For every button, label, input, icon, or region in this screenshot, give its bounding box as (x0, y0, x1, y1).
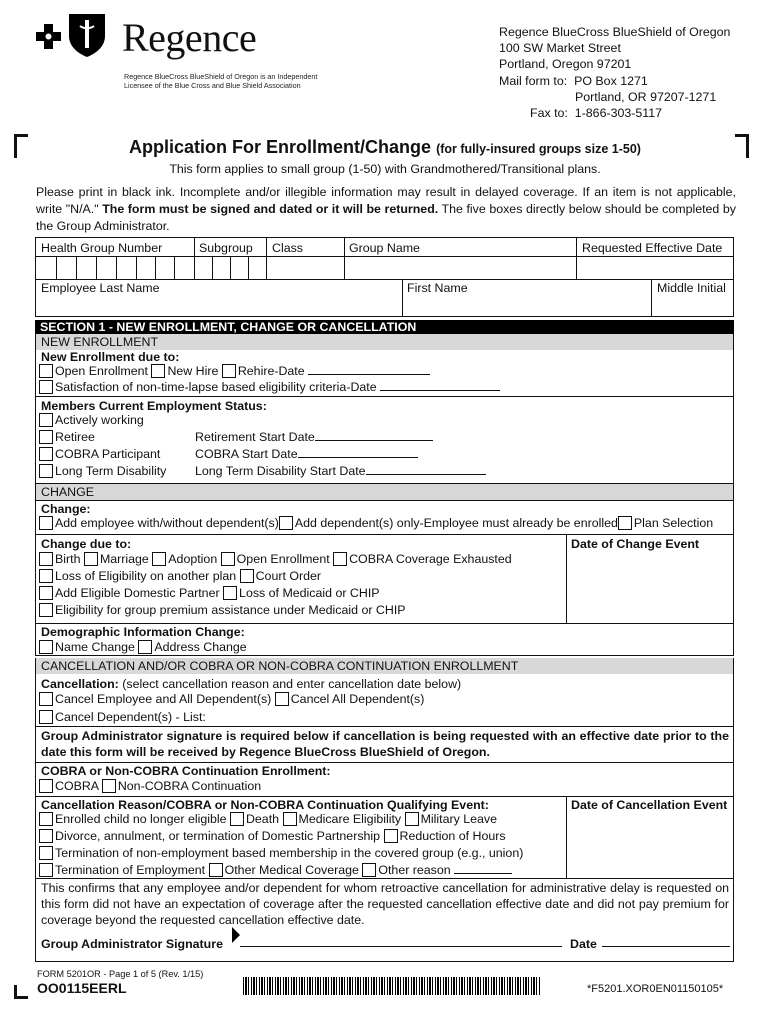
add-dependent-checkbox[interactable] (279, 516, 293, 530)
address-block (499, 24, 730, 121)
address-change-checkbox[interactable] (138, 640, 152, 654)
plan-selection-checkbox[interactable] (618, 516, 632, 530)
cobra-participant-checkbox[interactable] (39, 447, 53, 461)
cancellation-row-2 (39, 710, 206, 724)
date-line[interactable] (602, 946, 730, 947)
change-due-row-2 (39, 569, 321, 583)
reduction-hours-checkbox[interactable] (384, 829, 398, 843)
adoption-checkbox[interactable] (152, 552, 166, 566)
actively-working-checkbox[interactable] (39, 413, 53, 427)
form-number: FORM 5201OR - Page 1 of 5 (Rev. 1/15) (37, 969, 204, 979)
address-street: 100 SW Market Street (499, 41, 621, 56)
date-of-cancellation-label: Date of Cancellation Event (571, 798, 728, 812)
other-reason-checkbox[interactable] (362, 863, 376, 877)
cancellation-band: CANCELLATION AND/OR COBRA OR NON-COBRA CONTINUATION ENROLLMENT (35, 658, 734, 674)
demographic-label: Demographic Information Change: (41, 625, 245, 639)
checkbox-label: Other reason (378, 863, 451, 877)
open-enrollment-checkbox[interactable] (39, 364, 53, 378)
cancellation-note: (select cancellation reason and enter cancellation date below) (118, 677, 462, 691)
group-info-header (35, 237, 734, 257)
death-checkbox[interactable] (230, 812, 244, 826)
add-partner-checkbox[interactable] (39, 586, 53, 600)
checkbox-label: Death (245, 812, 280, 826)
loss-eligibility-checkbox[interactable] (39, 569, 53, 583)
first-name-label: First Name (407, 281, 468, 295)
cancel-all-checkbox[interactable] (39, 692, 53, 706)
subgroup-input[interactable] (194, 256, 266, 279)
rehire-date-line[interactable] (308, 374, 430, 375)
termination-emp-checkbox[interactable] (39, 863, 53, 877)
cancellation-label: Cancellation: (41, 677, 119, 691)
demographic-row (39, 640, 247, 654)
mail-to-row (499, 73, 730, 89)
corner-mark (14, 985, 28, 999)
ltd-start-line[interactable] (366, 474, 486, 475)
group-info-fields (35, 256, 734, 280)
other-reason-line[interactable] (454, 873, 512, 874)
checkbox-label: Termination of Employment (55, 863, 206, 877)
status-row-ltd (39, 464, 166, 478)
checkbox-label: Retiree (55, 430, 95, 444)
date-of-change-input[interactable] (567, 551, 733, 621)
status-row-actively-working (39, 413, 144, 427)
fax-number: 1-866-303-5117 (574, 106, 663, 121)
checkbox-label: Reduction of Hours (399, 829, 506, 843)
military-checkbox[interactable] (405, 812, 419, 826)
date-label: Date (570, 937, 597, 951)
form-code: OO0115EERL (37, 980, 127, 996)
employee-last-name-label: Employee Last Name (41, 281, 160, 295)
employee-last-name-input[interactable] (36, 295, 402, 315)
employment-status-label: Members Current Employment Status: (41, 399, 267, 413)
checkbox-label: Loss of Eligibility on another plan (55, 569, 237, 583)
section-1-heading: SECTION 1 - NEW ENROLLMENT, CHANGE OR CANCELLATION (35, 320, 734, 334)
cobra-exhausted-checkbox[interactable] (333, 552, 347, 566)
checkbox-label: Open Enrollment (55, 364, 148, 378)
requested-effective-date-input[interactable] (576, 256, 734, 279)
checkbox-label: Medicare Eligibility (298, 812, 402, 826)
change-due-row-3 (39, 586, 380, 600)
health-group-number-input[interactable] (36, 256, 194, 279)
date-of-cancellation-input[interactable] (567, 814, 733, 876)
satisfaction-checkbox[interactable] (39, 380, 53, 394)
checkbox-label: Court Order (255, 569, 322, 583)
fax-label: Fax to: (530, 106, 568, 121)
court-order-checkbox[interactable] (240, 569, 254, 583)
other-medical-checkbox[interactable] (209, 863, 223, 877)
new-enrollment-row-2 (39, 380, 500, 394)
change-row-1 (39, 516, 713, 530)
retiree-checkbox[interactable] (39, 430, 53, 444)
checkbox-label: Rehire-Date (237, 364, 305, 378)
mail-line: PO Box 1271 (574, 73, 648, 88)
address-city: Portland, Oregon 97201 (499, 57, 632, 72)
change-due-row-1 (39, 552, 512, 566)
loss-medicaid-checkbox[interactable] (223, 586, 237, 600)
checkbox-label: Open Enrollment (236, 552, 330, 566)
barcode-text: *F5201.XOR0EN01150105* (587, 983, 724, 995)
checkbox-label: Actively working (55, 413, 144, 427)
new-enrollment-row-1 (39, 364, 430, 378)
retroactive-confirmation: This confirms that any employee and/or dependent for whom retroactive cancellation for administrative delay is requested on this form did not have an expectation of coverage after the requested cancellation effective date and did not pay premium for coverage beyond the requested cancellation effective date. (41, 881, 729, 927)
signature-label: Group Administrator Signature (41, 937, 223, 951)
change-box (35, 500, 734, 656)
cobra-start-row (195, 447, 418, 461)
checkbox-label: Other Medical Coverage (224, 863, 359, 877)
cancel-dependents-checkbox[interactable] (275, 692, 289, 706)
address-org: Regence BlueCross BlueShield of Oregon (499, 25, 731, 39)
brand-name: Regence (122, 15, 257, 60)
checkbox-label: New Hire (167, 364, 219, 378)
birth-checkbox[interactable] (39, 552, 53, 566)
licensee-line: Licensee of the Blue Cross and Blue Shield Association (124, 81, 301, 90)
checkbox-label: Cancel Employee and All Dependent(s) (55, 692, 272, 706)
barcode (243, 977, 540, 995)
licensee-statement (124, 72, 317, 90)
medicare-checkbox[interactable] (283, 812, 297, 826)
checkbox-label: Loss of Medicaid or CHIP (239, 586, 380, 600)
subgroup-label: Subgroup (199, 241, 253, 255)
sign-here-arrow-icon (232, 927, 240, 943)
checkbox-label: Add Eligible Domestic Partner (55, 586, 220, 600)
status-row-retiree (39, 430, 95, 444)
fax-row (499, 105, 730, 121)
new-enrollment-box (35, 350, 734, 484)
title-main: Application For Enrollment/Change (129, 137, 432, 157)
divorce-checkbox[interactable] (39, 829, 53, 843)
field-label: Long Term Disability Start Date (195, 464, 366, 478)
retirement-start-row (195, 430, 433, 444)
group-name-input[interactable] (344, 256, 576, 279)
cobra-checkbox[interactable] (39, 779, 53, 793)
change-due-label: Change due to: (41, 537, 132, 551)
termination-non-emp-checkbox[interactable] (39, 846, 53, 860)
new-enrollment-due-label: New Enrollment due to: (41, 350, 180, 364)
signature-line[interactable] (240, 946, 562, 947)
admin-signature-notice: Group Administrator signature is required below if cancellation is being requested with an effective date prior to the date this form will be received by Regence BlueCross BlueShield of Oregon. (41, 729, 729, 759)
checkbox-label: Name Change (55, 640, 135, 654)
form-subtitle: This form applies to small group (1-50) with Grandmothered/Transitional plans. (169, 162, 601, 176)
group-name-label: Group Name (349, 241, 420, 255)
middle-initial-label: Middle Initial (657, 281, 726, 295)
enrolled-child-checkbox[interactable] (39, 812, 53, 826)
checkbox-label: Address Change (154, 640, 247, 654)
checkbox-label: Adoption (168, 552, 218, 566)
checkbox-label: Divorce, annulment, or termination of Domestic Partnership (55, 829, 381, 843)
cancellation-reason-label: Cancellation Reason/COBRA or Non-COBRA Continuation Qualifying Event: (41, 798, 489, 812)
cancellation-box (35, 674, 734, 962)
checkbox-label: Non-COBRA Continuation (117, 779, 262, 793)
cobra-start-line[interactable] (298, 457, 418, 458)
checkbox-label: Marriage (99, 552, 149, 566)
change-label: Change: (41, 502, 91, 516)
field-label: Retirement Start Date (195, 430, 315, 444)
instructions-bold: The form must be signed and dated or it will be returned. (102, 202, 439, 216)
marriage-checkbox[interactable] (84, 552, 98, 566)
cobra-row (39, 779, 261, 793)
ltd-start-row (195, 464, 486, 478)
new-enrollment-band: NEW ENROLLMENT (35, 334, 734, 350)
field-label: COBRA Start Date (195, 447, 298, 461)
checkbox-label: Termination of non-employment based membership in the covered group (e.g., union) (55, 846, 524, 860)
cancel-dependent-list-checkbox[interactable] (39, 710, 53, 724)
instructions (36, 184, 736, 235)
mail-line-2: Portland, OR 97207-1271 (575, 89, 717, 104)
blue-cross-logo (36, 24, 61, 49)
employee-name-fields (35, 279, 734, 317)
checkbox-label: Plan Selection (633, 516, 714, 530)
checkbox-label: Military Leave (420, 812, 497, 826)
name-change-checkbox[interactable] (39, 640, 53, 654)
reason-row-1 (39, 812, 497, 826)
checkbox-label: Cancel Dependent(s) - List: (55, 710, 206, 724)
checkbox-label: Add employee with/without dependent(s) (55, 516, 279, 530)
cancellation-row-1 (39, 692, 424, 706)
change-due-row-4 (39, 603, 406, 617)
checkbox-label: Birth (55, 552, 81, 566)
checkbox-label: Cancel All Dependent(s) (290, 692, 425, 706)
instructions-text: Please print in black ink. Incomplete and/or illegible information may result in delayed coverage. If an item is not applicable, write "N/A." (36, 185, 736, 216)
licensee-line: Regence BlueCross BlueShield of Oregon is an Independent (124, 72, 318, 81)
class-input[interactable] (266, 256, 344, 279)
date-of-change-label: Date of Change Event (571, 537, 700, 551)
checkbox-label: COBRA Participant (55, 447, 161, 461)
change-band: CHANGE (35, 484, 734, 500)
checkbox-label: Add dependent(s) only-Employee must already be enrolled (294, 516, 618, 530)
checkbox-label: Long Term Disability (55, 464, 167, 478)
cobra-continuation-label: COBRA or Non-COBRA Continuation Enrollment: (41, 764, 331, 778)
checkbox-label: COBRA Coverage Exhausted (349, 552, 512, 566)
ltd-checkbox[interactable] (39, 464, 53, 478)
instructions-text: The five boxes directly below should be completed by the Group Administrator. (36, 202, 736, 233)
non-cobra-checkbox[interactable] (102, 779, 116, 793)
first-name-input[interactable] (402, 295, 651, 315)
class-label: Class (272, 241, 303, 255)
checkbox-label: Satisfaction of non-time-lapse based eligibility criteria-Date (55, 380, 377, 394)
add-employee-checkbox[interactable] (39, 516, 53, 530)
checkbox-label: Enrolled child no longer eligible (55, 812, 227, 826)
status-row-cobra (39, 447, 160, 461)
satisfaction-date-line[interactable] (380, 390, 500, 391)
new-hire-checkbox[interactable] (151, 364, 165, 378)
open-enrollment-change-checkbox[interactable] (221, 552, 235, 566)
cancellation-label-row (41, 677, 461, 691)
title-qualifier: (for fully-insured groups size 1-50) (436, 142, 641, 156)
health-group-number-label: Health Group Number (41, 241, 163, 255)
cancel-dependent-list-input[interactable] (216, 708, 726, 724)
reason-row-4 (39, 863, 512, 877)
requested-effective-date-label: Requested Effective Date (582, 241, 723, 255)
checkbox-label: Eligibility for group premium assistance under Medicaid or CHIP (55, 603, 406, 617)
reason-row-3 (39, 846, 523, 860)
retirement-start-line[interactable] (315, 440, 433, 441)
form-title (0, 137, 770, 158)
middle-initial-input[interactable] (651, 295, 733, 315)
reason-row-2 (39, 829, 506, 843)
rehire-checkbox[interactable] (222, 364, 236, 378)
checkbox-label: COBRA (55, 779, 99, 793)
blue-shield-logo (67, 12, 107, 58)
mail-label: Mail form to: (499, 73, 568, 88)
premium-assistance-checkbox[interactable] (39, 603, 53, 617)
